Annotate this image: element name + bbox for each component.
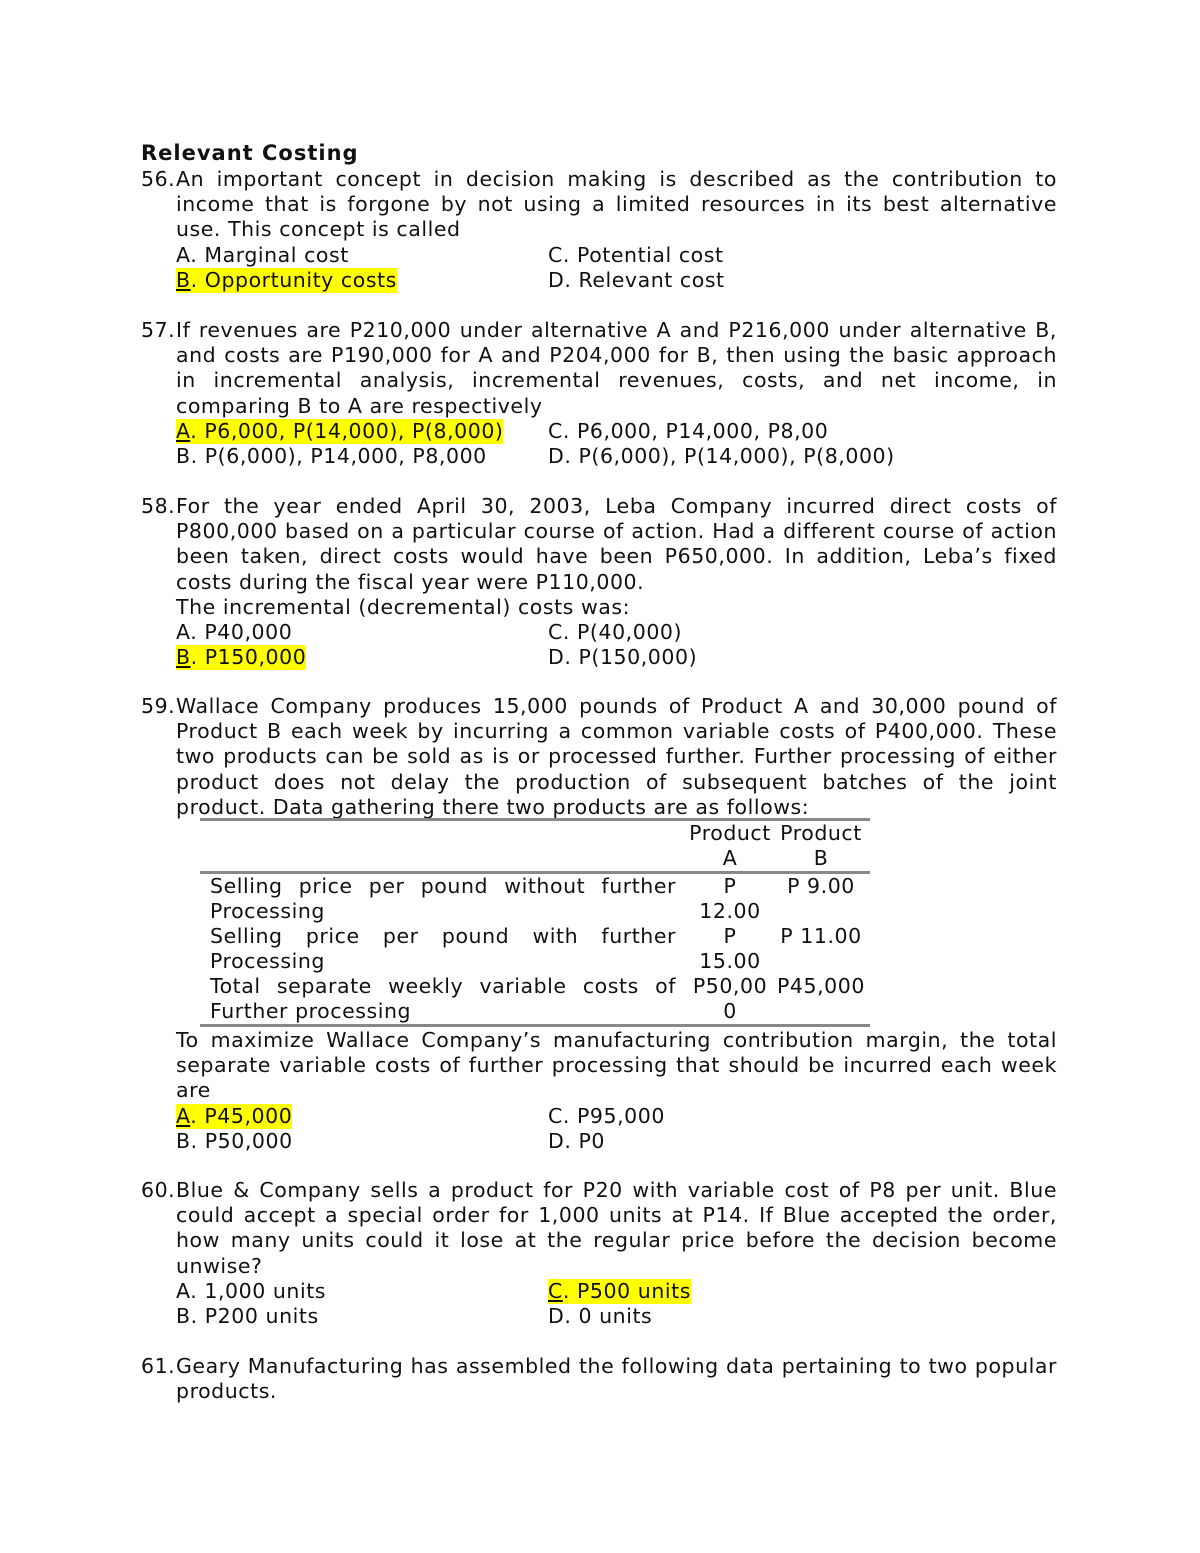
question-61 bbox=[141, 1354, 1057, 1404]
option-a: A. Marginal cost bbox=[176, 242, 349, 267]
question-60 bbox=[141, 1178, 1057, 1329]
answer-options bbox=[141, 419, 1057, 469]
question-text-line: costs during the fiscal year were P110,000. bbox=[176, 569, 645, 594]
question-text-line: comparing B to A are respectively bbox=[176, 393, 543, 418]
question-number: 60. bbox=[141, 1178, 176, 1202]
option-b-correct: B. P150,000 bbox=[176, 645, 307, 670]
question-text-line: use. This concept is called bbox=[176, 217, 461, 242]
product-b-value: P45,000 bbox=[777, 974, 865, 998]
question-text-line: If revenues are P210,000 under alternative A and P216,000 under alternative B, bbox=[176, 318, 1057, 342]
option-d: D. Relevant cost bbox=[548, 267, 725, 292]
table-header-row bbox=[200, 820, 870, 873]
question-text-line: two products can be sold as is or processed further. Further processing of either bbox=[176, 744, 1057, 769]
option-c: C. P6,000, P14,000, P8,00 bbox=[548, 418, 829, 443]
row-label: Total separate weekly variable costs of Further processing bbox=[210, 974, 676, 1023]
product-a-value: P 15.00 bbox=[699, 924, 761, 973]
option-a-correct: A. P45,000 bbox=[176, 1103, 293, 1128]
question-number: 58. bbox=[141, 494, 176, 518]
question-text-line: P800,000 based on a particular course of action. Had a different course of action bbox=[176, 519, 1057, 544]
option-b: B. P50,000 bbox=[176, 1128, 293, 1153]
option-d: D. 0 units bbox=[548, 1304, 653, 1328]
question-number: 56. bbox=[141, 167, 176, 191]
question-text-line: For the year ended April 30, 2003, Leba Company incurred direct costs of bbox=[176, 494, 1057, 518]
row-label: Selling price per pound without further Processing bbox=[210, 874, 676, 923]
option-d: D. P(6,000), P(14,000), P(8,000) bbox=[548, 444, 895, 468]
question-text-line: To maximize Wallace Company’s manufacturing contribution margin, the total bbox=[176, 1028, 1057, 1052]
question-text-line: products. bbox=[176, 1379, 277, 1404]
question-number: 57. bbox=[141, 318, 176, 342]
option-c: C. Potential cost bbox=[548, 242, 724, 267]
question-text-line: could accept a special order for 1,000 units at P14. If Blue accepted the order, bbox=[176, 1203, 1057, 1228]
question-text-line: Product B each week by incurring a common variable costs of P400,000. These bbox=[176, 719, 1057, 744]
question-text-line: Wallace Company produces 15,000 pounds of Product A and 30,000 pound of bbox=[176, 694, 1057, 718]
question-number: 61. bbox=[141, 1354, 176, 1378]
option-b: B. P(6,000), P14,000, P8,000 bbox=[176, 444, 487, 468]
product-b-value: P 9.00 bbox=[787, 874, 855, 898]
question-text-line: are bbox=[176, 1078, 211, 1103]
question-58 bbox=[141, 494, 1057, 670]
question-text-line: product does not delay the production of subsequent batches of the joint bbox=[176, 769, 1057, 794]
answer-options bbox=[141, 620, 1057, 670]
question-number: 59. bbox=[141, 694, 176, 718]
question-text-line: unwise? bbox=[176, 1253, 263, 1278]
question-text-line: and costs are P190,000 for A and P204,000 for B, then using the basic approach bbox=[176, 343, 1057, 368]
question-text-line: Geary Manufacturing has assembled the following data pertaining to two popular bbox=[176, 1354, 1057, 1378]
product-a-value: P 12.00 bbox=[699, 874, 761, 923]
section-heading: Relevant Costing bbox=[141, 141, 359, 165]
question-59 bbox=[141, 694, 1057, 820]
table-row bbox=[200, 873, 870, 925]
option-c: C. P95,000 bbox=[548, 1103, 665, 1128]
question-57 bbox=[141, 318, 1057, 469]
question-text-line: income that is forgone by not using a limited resources in its best alternative bbox=[176, 192, 1057, 217]
option-a: A. P40,000 bbox=[176, 620, 293, 645]
option-c-correct: C. P500 units bbox=[548, 1278, 691, 1303]
question-59-continued bbox=[141, 1028, 1057, 1154]
option-b: B. P200 units bbox=[176, 1304, 319, 1328]
question-text-line: separate variable costs of further processing that should be incurred each week bbox=[176, 1053, 1057, 1078]
question-56 bbox=[141, 167, 1057, 293]
product-a-value: P50,00 0 bbox=[692, 974, 768, 1023]
question-text-line: product. Data gathering there two products are as follows: bbox=[176, 794, 810, 819]
question-text-line: been taken, direct costs would have been P650,000. In addition, Leba’s fixed bbox=[176, 544, 1057, 569]
table-header-blank bbox=[200, 820, 688, 873]
product-b-value: P 11.00 bbox=[780, 924, 862, 948]
product-data-table bbox=[200, 818, 870, 1027]
table-header-product-a: Product A bbox=[688, 820, 772, 873]
answer-options bbox=[141, 1279, 1057, 1329]
question-text-line: Blue & Company sells a product for P20 with variable cost of P8 per unit. Blue bbox=[176, 1178, 1057, 1202]
question-text-line: The incremental (decremental) costs was: bbox=[176, 594, 631, 619]
option-a: A. 1,000 units bbox=[176, 1278, 327, 1303]
table-row bbox=[200, 924, 870, 974]
row-label: Selling price per pound with further Processing bbox=[210, 924, 676, 973]
option-d: D. P(150,000) bbox=[548, 645, 698, 670]
answer-options bbox=[141, 1104, 1057, 1154]
table-header-product-b: Product B bbox=[772, 820, 870, 873]
option-c: C. P(40,000) bbox=[548, 620, 683, 645]
option-b-correct: B. Opportunity costs bbox=[176, 267, 397, 292]
question-text-line: how many units could it lose at the regular price before the decision become bbox=[176, 1228, 1057, 1253]
option-d: D. P0 bbox=[548, 1128, 605, 1153]
option-a-correct: A. P6,000, P(14,000), P(8,000) bbox=[176, 418, 504, 443]
table-row bbox=[200, 974, 870, 1026]
answer-options bbox=[141, 243, 1057, 293]
question-text-line: An important concept in decision making is described as the contribution to bbox=[176, 167, 1057, 191]
question-text-line: in incremental analysis, incremental revenues, costs, and net income, in bbox=[176, 368, 1057, 393]
